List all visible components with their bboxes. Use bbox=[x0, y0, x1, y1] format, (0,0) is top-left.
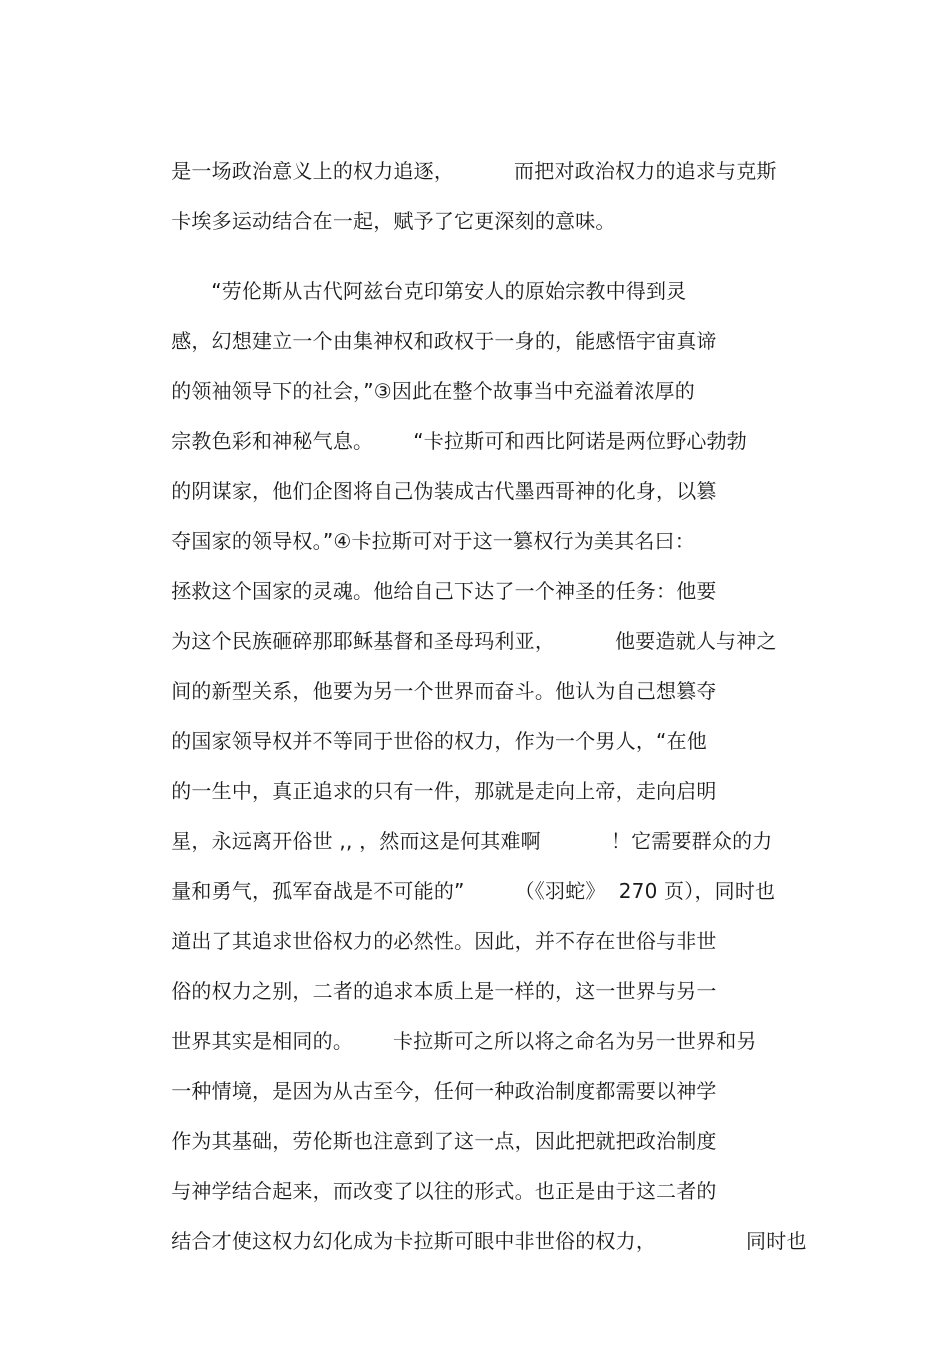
text-segment: 的阴谋家，他们企图将自己伪装成古代墨西哥神的化身，以篡 bbox=[171, 479, 717, 503]
text-line bbox=[145, 126, 777, 183]
text-segment: 的一生中，真正追求的只有一件，那就是走向上帝，走向启明 bbox=[171, 779, 717, 803]
text-segment: 夺国家的领导权。”④卡拉斯可对于这一篡权行为美其名曰： bbox=[171, 529, 695, 553]
text-segment: 感，幻想建立一个由集神权和政权于一身的，能感悟宇宙真谛 bbox=[171, 329, 717, 353]
text-line bbox=[145, 176, 616, 233]
text-line bbox=[145, 846, 776, 903]
text-line bbox=[145, 446, 717, 503]
text-segment: 俗的权力之别，二者的追求本质上是一样的，这一世界与另一 bbox=[171, 979, 717, 1003]
text-line bbox=[145, 496, 695, 553]
text-segment: 一种情境，是因为从古至今，任何一种政治制度都需要以神学 bbox=[171, 1079, 717, 1103]
text-line bbox=[145, 946, 717, 1003]
text-line bbox=[145, 996, 757, 1053]
text-line bbox=[145, 546, 717, 603]
paragraph-first-line bbox=[185, 246, 687, 303]
text-segment: 道出了其追求世俗权力的必然性。因此，并不存在世俗与非世 bbox=[171, 929, 717, 953]
text-line bbox=[145, 1196, 807, 1253]
text-segment: 的领袖领导下的社会，”③因此在整个故事当中充溢着浓厚的 bbox=[171, 379, 695, 403]
text-line bbox=[145, 1046, 717, 1103]
text-segment: 宗教色彩和神秘气息。 bbox=[171, 429, 374, 453]
text-line bbox=[145, 346, 695, 403]
text-line bbox=[145, 596, 777, 653]
text-segment: 为这个民族砸碎那耶稣基督和圣母玛利亚， bbox=[171, 629, 556, 653]
text-segment: 量和勇气，孤军奋战是不可能的” bbox=[171, 879, 465, 903]
text-segment: 星，永远离开俗世 ,, ，然而这是何其难啊 bbox=[171, 829, 541, 853]
text-segment: “劳伦斯从古代阿兹台克印第安人的原始宗教中得到灵 bbox=[211, 279, 687, 303]
text-segment: 间的新型关系，他要为另一个世界而奋斗。他认为自己想篡夺 bbox=[171, 679, 717, 703]
text-line bbox=[145, 896, 717, 953]
text-segment: 拯救这个国家的灵魂。他给自己下达了一个神圣的任务：他要 bbox=[171, 579, 717, 603]
text-line bbox=[145, 396, 747, 453]
text-segment: 他要造就人与神之 bbox=[615, 629, 777, 653]
text-line bbox=[145, 646, 717, 703]
text-segment: （《羽蛇》 270 页），同时也 bbox=[514, 879, 776, 903]
text-segment: 而把对政治权力的追求与克斯 bbox=[514, 159, 777, 183]
text-segment: 世界其实是相同的。 bbox=[171, 1029, 354, 1053]
text-segment: 作为其基础，劳伦斯也注意到了这一点，因此把就把政治制度 bbox=[171, 1129, 717, 1153]
text-segment: 与神学结合起来，而改变了以往的形式。也正是由于这二者的 bbox=[171, 1179, 717, 1203]
text-segment: 卡埃多运动结合在一起，赋予了它更深刻的意味。 bbox=[171, 209, 616, 233]
text-line bbox=[145, 696, 707, 753]
text-segment: 的国家领导权并不等同于世俗的权力，作为一个男人，“在他 bbox=[171, 729, 707, 753]
text-line bbox=[145, 296, 717, 353]
text-segment: 卡拉斯可之所以将之命名为另一世界和另 bbox=[393, 1029, 757, 1053]
text-line bbox=[145, 746, 717, 803]
text-segment: 同时也 bbox=[746, 1229, 807, 1253]
text-segment: “卡拉斯可和西比阿诺是两位野心勃勃 bbox=[413, 429, 747, 453]
text-line bbox=[145, 1096, 717, 1153]
text-segment: ！它需要群众的力 bbox=[610, 829, 773, 853]
text-line bbox=[145, 796, 773, 853]
text-segment: 是一场政治意义上的权力追逐， bbox=[171, 159, 455, 183]
text-segment: 结合才使这权力幻化成为卡拉斯可眼中非世俗的权力， bbox=[171, 1229, 657, 1253]
text-line bbox=[145, 1146, 717, 1203]
